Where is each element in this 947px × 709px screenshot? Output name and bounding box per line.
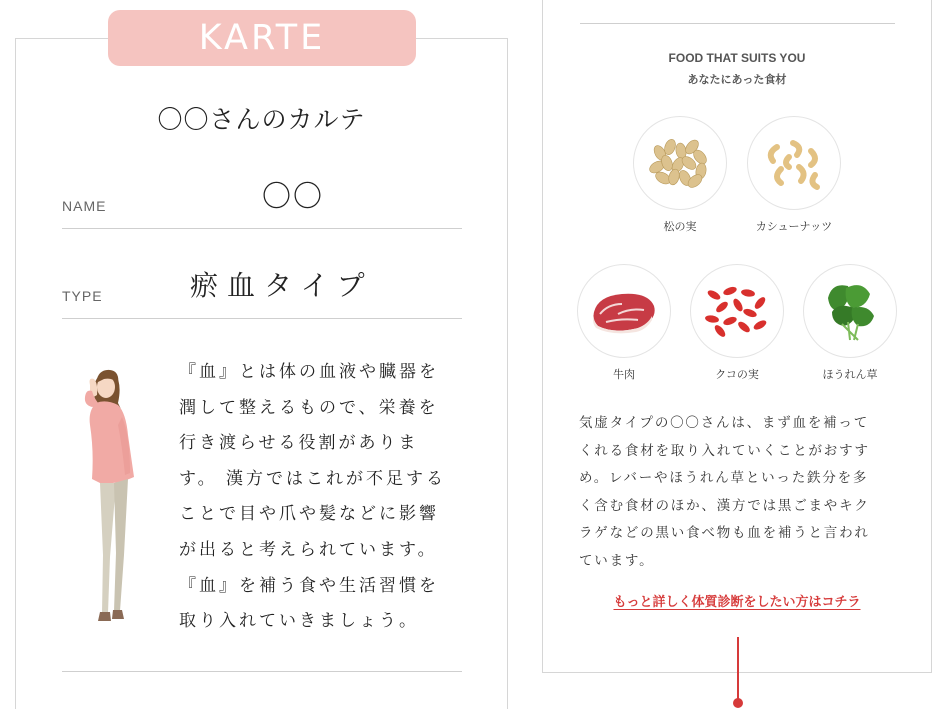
food-item-goji: [682, 264, 792, 382]
food-item-pine-nuts: [625, 116, 735, 234]
food-item-cashew: [739, 116, 849, 234]
description-line: 『血』とは体の血液や臓器を: [179, 362, 439, 382]
food-circle: [577, 264, 671, 358]
description-line: す。 漢方ではこれが不足する: [179, 468, 447, 489]
karte-tab: KARTE: [108, 10, 416, 66]
food-label: カシューナッツ: [755, 220, 833, 233]
food-label: ほうれん草: [822, 368, 878, 381]
food-label: クコの実: [715, 368, 759, 381]
cashew-icon: [759, 133, 829, 193]
food-description: [579, 410, 891, 576]
beef-icon: [588, 286, 660, 336]
description-line: 取り入れていきましょう。: [179, 611, 419, 632]
description-line: く含む食材のほか、漢方では黒ごまやキク: [579, 497, 870, 514]
timeline-dot: [733, 698, 743, 708]
food-item-beef: [569, 264, 679, 382]
name-value: 〇〇: [262, 179, 325, 213]
goji-berry-icon: [702, 283, 772, 339]
food-circle: [803, 264, 897, 358]
food-circle: [690, 264, 784, 358]
detailed-diagnosis-link[interactable]: もっと詳しく体質診断をしたい方はコチラ: [613, 595, 861, 610]
description-line: ています。: [579, 552, 655, 569]
spinach-icon: [818, 278, 882, 344]
type-label: TYPE: [62, 288, 103, 304]
food-item-spinach: [795, 264, 905, 382]
food-heading-en: FOOD THAT SUITS YOU: [668, 51, 806, 65]
name-row: [62, 170, 462, 229]
description-line: 『血』を補う食や生活習慣を: [179, 575, 439, 596]
description-line: ラゲなどの黒い食べ物も血を補うと言われ: [579, 525, 870, 542]
food-heading-jp: あなたにあった食材: [687, 73, 787, 86]
food-label: 牛肉: [613, 368, 635, 381]
food-label: 松の実: [663, 220, 697, 233]
pine-nuts-icon: [645, 133, 715, 193]
description-line: ことで目や爪や髪などに影響: [179, 504, 439, 525]
divider: [62, 671, 462, 672]
divider: [580, 23, 895, 24]
woman-illustration: [70, 355, 160, 630]
food-circle: [633, 116, 727, 210]
blood-description: [179, 355, 459, 640]
food-circle: [747, 116, 841, 210]
type-row: [62, 258, 462, 319]
description-line: 行き渡らせる役割がありま: [179, 433, 419, 454]
karte-title: 〇〇さんのカルテ: [157, 105, 366, 134]
description-line: くれる食材を取り入れていくことがおすす: [579, 442, 870, 459]
timeline-line: [737, 637, 739, 699]
type-value: 瘀血タイプ: [190, 269, 374, 302]
name-label: NAME: [62, 198, 107, 214]
description-line: 気虚タイプの〇〇さんは、まず血を補って: [579, 415, 870, 431]
description-line: 潤して整えるもので、栄養を: [179, 397, 439, 418]
description-line: め。レバーやほうれん草といった鉄分を多: [579, 470, 869, 487]
description-line: が出ると考えられています。: [179, 539, 438, 560]
